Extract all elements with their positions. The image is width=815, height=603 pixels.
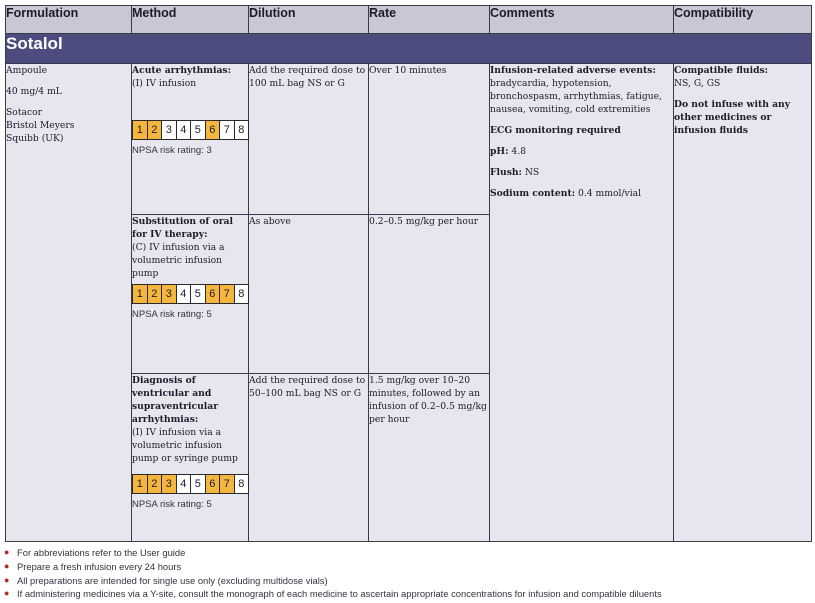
method-title: Substitution of oral for IV therapy: [132, 216, 233, 240]
adverse-events-label: Infusion-related adverse events: [490, 65, 656, 76]
header-rate: Rate [369, 6, 490, 34]
footnotes [4, 546, 810, 601]
bullet-icon: ● [4, 560, 10, 571]
method-cell [132, 64, 249, 215]
method-route: (C) IV infusion via a volumetric infusion pump [132, 242, 225, 279]
footnote-text: Prepare a fresh infusion every 24 hours [17, 560, 182, 572]
dilution-cell: Add the required dose to 100 mL bag NS or G [249, 64, 369, 215]
method-title: Diagnosis of ventricular and supraventricular arrhythmias: [132, 375, 219, 425]
npsa-risk-rating: NPSA risk rating: 3 [132, 145, 212, 156]
flush-label: Flush: [490, 167, 522, 178]
compatibility-cell [674, 64, 812, 542]
formulation-type: Ampoule [6, 65, 48, 76]
ecg-note: ECG monitoring required [490, 125, 621, 136]
bullet-icon: ● [4, 588, 10, 599]
sodium-label: Sodium content: [490, 188, 576, 199]
drug-row [6, 34, 812, 64]
bullet-icon: ● [4, 547, 10, 557]
risk-box: 3 [161, 284, 177, 304]
risk-box: 8 [234, 120, 250, 140]
footnote [4, 587, 810, 601]
rate-cell: 0.2–0.5 mg/kg per hour [369, 215, 490, 374]
drug-name: Sotalol [6, 34, 812, 64]
risk-box: 5 [190, 474, 206, 494]
flush-value: NS [524, 167, 540, 178]
method-cell [132, 374, 249, 542]
risk-box: 4 [176, 474, 192, 494]
compatibility-warning: Do not infuse with any other medicines or infusion fluids [674, 99, 791, 136]
risk-box: 8 [234, 284, 250, 304]
risk-box: 3 [161, 474, 177, 494]
manufacturer-line-1: Bristol Meyers [6, 120, 75, 131]
dilution-cell: As above [249, 215, 369, 374]
compatible-fluids-value: NS, G, GS [674, 78, 721, 89]
table-row [6, 64, 812, 215]
risk-box: 2 [147, 284, 163, 304]
risk-box: 7 [219, 120, 235, 140]
header-compatibility: Compatibility [674, 6, 812, 34]
dilution-cell: Add the required dose to 50–100 mL bag NS or G [249, 374, 369, 542]
formulation-strength: 40 mg/4 mL [6, 86, 62, 97]
compatible-fluids-label: Compatible fluids: [674, 65, 769, 76]
header-comments: Comments [490, 6, 674, 34]
method-route: (I) IV infusion via a volumetric infusion pump or syringe pump [132, 427, 238, 464]
risk-box: 7 [219, 284, 235, 304]
sodium-value: 0.4 mmol/vial [578, 188, 642, 199]
risk-box: 6 [205, 284, 221, 304]
risk-box: 1 [132, 284, 148, 304]
npsa-risk-rating: NPSA risk rating: 5 [132, 499, 212, 510]
risk-rating-boxes [132, 474, 248, 494]
header-row [6, 6, 812, 34]
monograph-table [5, 5, 812, 542]
header-method: Method [132, 6, 249, 34]
monograph-page [5, 5, 811, 542]
header-dilution: Dilution [249, 6, 369, 34]
header-formulation: Formulation [6, 6, 132, 34]
rate-cell: 1.5 mg/kg over 10–20 minutes, followed by an infusion of 0.2–0.5 mg/kg per hour [369, 374, 490, 542]
ph-label: pH: [490, 146, 509, 157]
npsa-risk-rating: NPSA risk rating: 5 [132, 309, 212, 320]
risk-rating-boxes [132, 284, 248, 304]
formulation-cell [6, 64, 132, 542]
footnote [4, 560, 810, 574]
footnote-text: For abbreviations refer to the User guide [17, 547, 186, 558]
footnote [4, 546, 810, 560]
risk-box: 7 [219, 474, 235, 494]
footnote-text: All preparations are intended for single use only (excluding multidose vials) [17, 574, 328, 586]
adverse-events-text: bradycardia, hypotension, bronchospasm, arrhythmias, fatigue, nausea, vomiting, cold extremities [490, 78, 662, 115]
brand-name: Sotacor [6, 107, 43, 118]
adverse-events [490, 64, 673, 116]
risk-box: 6 [205, 474, 221, 494]
sodium-line [490, 187, 673, 200]
bullet-icon: ● [4, 574, 10, 585]
rate-cell: Over 10 minutes [369, 64, 490, 215]
risk-box: 1 [132, 474, 148, 494]
ph-line [490, 145, 673, 158]
risk-box: 1 [132, 120, 148, 140]
risk-box: 6 [205, 120, 221, 140]
risk-box: 3 [161, 120, 177, 140]
footnote-text: If administering medicines via a Y-site, consult the monograph of each medicine to ascertain appropriate concentrations for infusion and compatible diluents [17, 588, 662, 600]
risk-box: 5 [190, 284, 206, 304]
risk-box: 4 [176, 120, 192, 140]
risk-box: 2 [147, 120, 163, 140]
method-title: Acute arrhythmias: [132, 65, 231, 76]
comments-cell [490, 64, 674, 542]
risk-rating-boxes [132, 120, 248, 140]
method-cell [132, 215, 249, 374]
risk-box: 5 [190, 120, 206, 140]
footnote [4, 574, 810, 588]
manufacturer-line-2: Squibb (UK) [6, 133, 64, 144]
risk-box: 2 [147, 474, 163, 494]
method-route: (I) IV infusion [132, 78, 197, 89]
ph-value: 4.8 [511, 146, 527, 157]
flush-line [490, 166, 673, 179]
risk-box: 4 [176, 284, 192, 304]
risk-box: 8 [234, 474, 250, 494]
